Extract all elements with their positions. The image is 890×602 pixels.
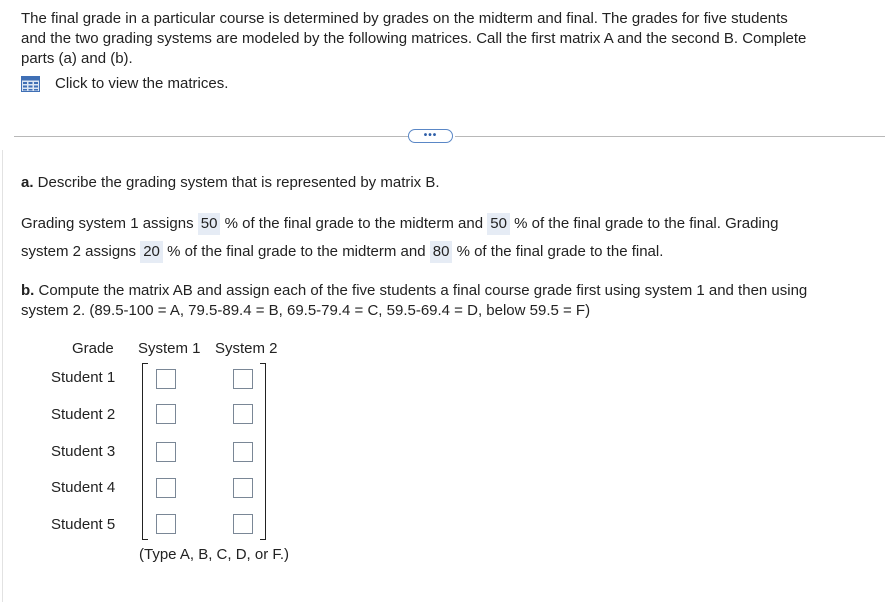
student-1-system-2-input[interactable] — [233, 369, 253, 389]
answer-format-hint: (Type A, B, C, D, or F.) — [139, 546, 290, 563]
student-2-system-1-input[interactable] — [156, 404, 176, 424]
row-label-student-1: Student 1 — [51, 369, 116, 386]
header-grade: Grade — [72, 340, 114, 357]
part-a-question — [21, 172, 440, 194]
answer-text: % of the final grade to the midterm and — [162, 243, 430, 260]
intro-line-1: The final grade in a particular course is determined by grades on the midterm and final. The grades for five students — [21, 10, 788, 27]
answer-text: % of the final grade to the midterm and — [220, 215, 488, 232]
divider-right — [455, 136, 885, 137]
divider-left — [14, 136, 408, 137]
matrix-left-bracket — [142, 363, 148, 540]
problem-statement — [21, 9, 881, 69]
system1-final-answer[interactable]: 50 — [487, 213, 510, 235]
student-5-system-2-input[interactable] — [233, 514, 253, 534]
header-system-1: System 1 — [138, 340, 201, 357]
student-4-system-1-input[interactable] — [156, 478, 176, 498]
intro-line-2: and the two grading systems are modeled by the following matrices. Call the first matrix A and the second B. Complete — [21, 30, 807, 47]
left-border — [2, 150, 3, 602]
part-a-prefix: a. — [21, 174, 34, 191]
student-2-system-2-input[interactable] — [233, 404, 253, 424]
row-label-student-2: Student 2 — [51, 406, 116, 423]
student-4-system-2-input[interactable] — [233, 478, 253, 498]
answer-text: % of the final grade to the final. — [452, 243, 664, 260]
expand-more-button[interactable]: ••• — [408, 129, 453, 143]
part-b-prefix: b. — [21, 282, 35, 299]
student-3-system-2-input[interactable] — [233, 442, 253, 462]
part-b-line-2: system 2. (89.5-100 = A, 79.5-89.4 = B, 69.5-79.4 = C, 59.5-69.4 = D, below 59.5 = F) — [21, 302, 591, 319]
intro-line-3: parts (a) and (b). — [21, 50, 133, 67]
answer-text: Grading system 1 assigns — [21, 215, 198, 232]
system1-midterm-answer[interactable]: 50 — [198, 213, 221, 235]
part-a-answer-line-2 — [21, 241, 663, 263]
part-b-line-1: Compute the matrix AB and assign each of the five students a final course grade first using system 1 and then using — [34, 282, 808, 299]
student-5-system-1-input[interactable] — [156, 514, 176, 534]
student-3-system-1-input[interactable] — [156, 442, 176, 462]
header-system-2: System 2 — [215, 340, 278, 357]
system2-final-answer[interactable]: 80 — [430, 241, 453, 263]
row-label-student-5: Student 5 — [51, 516, 116, 533]
part-b-question — [21, 281, 883, 321]
answer-text: system 2 assigns — [21, 243, 141, 260]
part-a-answer-line-1 — [21, 213, 778, 235]
row-label-student-4: Student 4 — [51, 479, 116, 496]
view-matrices-link[interactable] — [21, 74, 228, 94]
view-matrices-label[interactable]: Click to view the matrices. — [55, 75, 229, 92]
answer-text: % of the final grade to the final. Grading — [509, 215, 779, 232]
row-label-student-3: Student 3 — [51, 443, 116, 460]
part-a-question-text: Describe the grading system that is represented by matrix B. — [33, 174, 440, 191]
matrix-right-bracket — [260, 363, 266, 540]
system2-midterm-answer[interactable]: 20 — [140, 241, 163, 263]
student-1-system-1-input[interactable] — [156, 369, 176, 389]
matrix-grid-icon — [21, 76, 40, 92]
